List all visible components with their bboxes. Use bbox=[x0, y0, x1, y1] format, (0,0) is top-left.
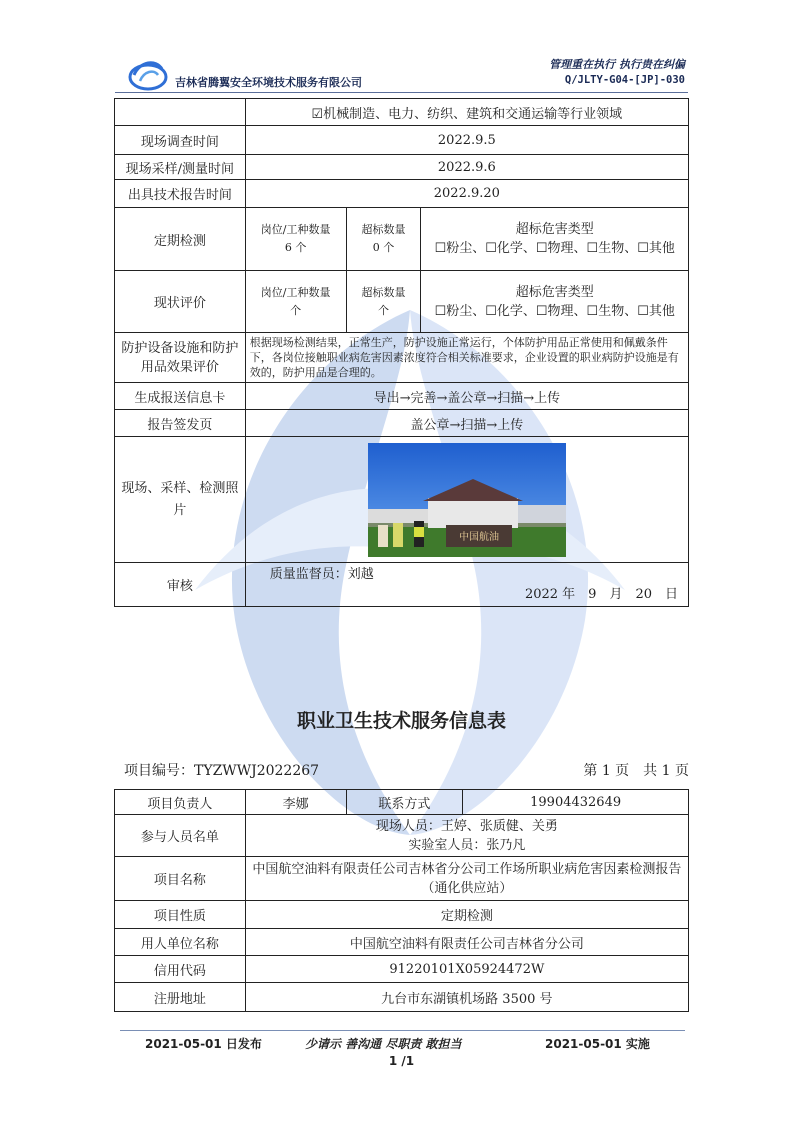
protection-evaluation-text: 根据现场检测结果，正常生产，防护设施正常运行，个体防护用品正常使用和佩戴条件下，各岗位接触职业病危害因素浓度符合相关标准要求，企业设置的职业病防护设施是有效的，防护用品是合理的。 bbox=[245, 333, 688, 383]
periodic-post-count-cell bbox=[245, 208, 346, 271]
quality-supervisor: 质量监督员：刘越 bbox=[269, 566, 374, 582]
blank-cell bbox=[115, 99, 246, 126]
leader-label: 项目负责人 bbox=[115, 790, 246, 815]
footer-motto: 少请示 善沟通 尽职责 敢担当 bbox=[305, 1037, 462, 1051]
project-number: 项目编号：TYZWWJ2022267 bbox=[124, 763, 320, 779]
exceed-count-label: 超标数量 bbox=[361, 285, 406, 299]
hazard-type-options: ☐粉尘、☐化学、☐物理、☐生物、☐其他 bbox=[434, 241, 675, 256]
sampling-time-value: 2022.9.6 bbox=[245, 155, 688, 180]
status-post-count-cell bbox=[245, 271, 346, 333]
hazard-type-title: 超标危害类型 bbox=[515, 222, 594, 237]
industry-scope: ☑机械制造、电力、纺织、建筑和交通运输等行业领域 bbox=[245, 99, 688, 126]
project-name-value: 中国航空油料有限责任公司吉林省分公司工作场所职业病危害因素检测报告（通化供应站） bbox=[245, 857, 688, 901]
sign-page-steps: 盖公章→扫描→上传 bbox=[245, 410, 688, 437]
address-value: 九台市东湖镇机场路 3500 号 bbox=[245, 983, 688, 1012]
review-cell bbox=[245, 563, 688, 607]
company-logo-icon bbox=[128, 55, 168, 91]
post-count-label: 岗位/工种数量 bbox=[260, 223, 331, 236]
page-count: 第 1 页 共 1 页 bbox=[583, 763, 689, 779]
service-info-table bbox=[114, 789, 689, 1012]
hazard-type-options: ☐粉尘、☐化学、☐物理、☐生物、☐其他 bbox=[434, 303, 675, 319]
project-name-label: 项目名称 bbox=[115, 857, 246, 901]
document-code: Q/JLTY-G04-[JP]-030 bbox=[564, 74, 685, 86]
survey-time-value: 2022.9.5 bbox=[245, 126, 688, 155]
contact-value: 19904432649 bbox=[463, 790, 689, 815]
photo-label: 现场、采样、检测照片 bbox=[115, 437, 246, 563]
report-time-label: 出具技术报告时间 bbox=[115, 180, 246, 208]
photo-cell bbox=[245, 437, 688, 563]
implement-date: 2021-05-01 实施 bbox=[545, 1037, 650, 1051]
review-label: 审核 bbox=[115, 563, 246, 607]
employer-value: 中国航空油料有限责任公司吉林省分公司 bbox=[245, 929, 688, 956]
field-staff: 现场人员：王婷、张质健、关勇 bbox=[375, 818, 558, 834]
page-number: 1 /1 bbox=[388, 1054, 415, 1068]
address-label: 注册地址 bbox=[115, 983, 246, 1012]
sampling-time-label: 现场采样/测量时间 bbox=[115, 155, 246, 180]
site-photo bbox=[368, 443, 566, 557]
credit-code-value: 91220101X05924472W bbox=[245, 956, 688, 983]
status-evaluation-label: 现状评价 bbox=[115, 271, 246, 333]
footer-divider bbox=[120, 1030, 685, 1031]
members-label: 参与人员名单 bbox=[115, 815, 246, 857]
exceed-count-value: 个 bbox=[377, 303, 389, 317]
form-title: 职业卫生技术服务信息表 bbox=[296, 710, 506, 732]
info-card-label: 生成报送信息卡 bbox=[115, 383, 246, 410]
photo-sign-text: 中国航油 bbox=[458, 531, 499, 543]
post-count-label: 岗位/工种数量 bbox=[260, 285, 331, 299]
employer-label: 用人单位名称 bbox=[115, 929, 246, 956]
exceed-count-label: 超标数量 bbox=[361, 223, 406, 236]
header-divider bbox=[115, 92, 688, 93]
header-slogan: 管理重在执行 执行贵在纠偏 bbox=[549, 58, 685, 71]
survey-time-label: 现场调查时间 bbox=[115, 126, 246, 155]
status-hazard-cell bbox=[421, 271, 689, 333]
sign-page-label: 报告签发页 bbox=[115, 410, 246, 437]
credit-code-label: 信用代码 bbox=[115, 956, 246, 983]
publish-date: 2021-05-01 日发布 bbox=[145, 1037, 262, 1051]
hazard-type-title: 超标危害类型 bbox=[515, 284, 594, 300]
report-time-value: 2022.9.20 bbox=[245, 180, 688, 208]
contact-label: 联系方式 bbox=[346, 790, 463, 815]
exceed-count-value: 0 个 bbox=[372, 241, 395, 254]
periodic-hazard-cell bbox=[421, 208, 689, 271]
leader-value: 李娜 bbox=[245, 790, 346, 815]
nature-label: 项目性质 bbox=[115, 901, 246, 929]
report-summary-table bbox=[114, 98, 689, 607]
periodic-exceed-cell bbox=[346, 208, 421, 271]
nature-value: 定期检测 bbox=[245, 901, 688, 929]
status-exceed-cell bbox=[346, 271, 421, 333]
lab-staff: 实验室人员：张乃凡 bbox=[408, 837, 526, 853]
members-cell bbox=[245, 815, 688, 857]
post-count-value: 个 bbox=[290, 303, 302, 317]
review-date: 2022 年 9 月 20 日 bbox=[524, 586, 678, 602]
periodic-detection-label: 定期检测 bbox=[115, 208, 246, 271]
protection-evaluation-label: 防护设备设施和防护用品效果评价 bbox=[115, 333, 246, 383]
post-count-value: 6 个 bbox=[284, 241, 307, 254]
info-card-steps: 导出→完善→盖公章→扫描→上传 bbox=[245, 383, 688, 410]
company-name: 吉林省腾翼安全环境技术服务有限公司 bbox=[175, 76, 362, 89]
